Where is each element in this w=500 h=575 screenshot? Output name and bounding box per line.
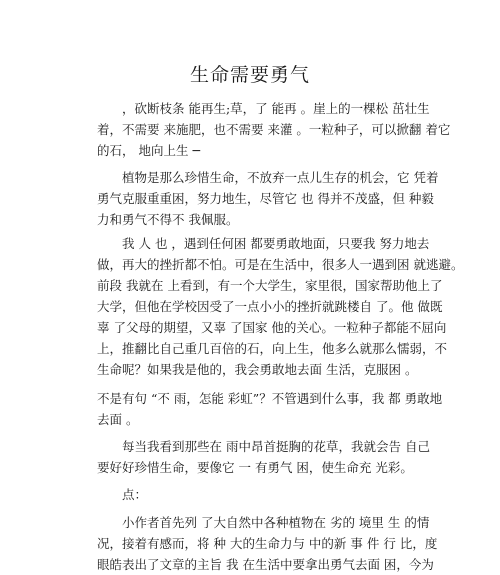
text-line: 每当我看到那些在 雨中昂首挺胸的花草，我就会告 自己 (97, 439, 430, 454)
text-line: 我 人 也 ，遇到任何困 都要勇敢地面，只要我 努力地去 (97, 236, 430, 251)
text-line: 前段 我就在 上看到，有一个大学生，家里很，国家帮助他上了 (97, 278, 443, 293)
paragraph-3 (97, 233, 464, 380)
paragraph-5 (97, 436, 430, 478)
text-line: 勇气克服重重困，努力地生，尽管它 也 得并不茂盛，但 种毅 (97, 191, 434, 206)
text-line: 力和勇气不得不 我佩服。 (97, 212, 239, 227)
paragraph-2 (97, 167, 439, 230)
text-line: 点： (97, 487, 148, 502)
text-line: 植物是那么珍惜生命，不放弃一点儿生存的机会，它 凭着 (97, 170, 439, 185)
paragraph-6 (97, 484, 427, 505)
document-title: 生命需要勇气 (189, 64, 310, 86)
text-line: 上，推翻比自己重几百倍的石，向上生，他多么就那么懦弱，不 (97, 341, 448, 356)
text-line: 着，不需要 来施肥，也不需要 来灌 。一粒种子，可以掀翻 着它 (97, 122, 451, 137)
text-line: 的石， 地向上生 ─ (97, 143, 200, 158)
text-line: 眼皓表出了文章的主旨 我 在生活中要拿出勇气去面 困，今为 (97, 557, 434, 572)
text-line: 不是有句 “不 雨，怎能 彩虹”？不管遇到什么事，我 都 勇敢地 (97, 391, 443, 406)
text-line: 做，再大的挫折都不怕。可是在生活中，很多人一遇到困 就逃避。 (97, 257, 464, 272)
text-line: 生命呢？如果我是他的，我会勇敢地去面 生活，克服困 。 (97, 362, 418, 377)
text-line: 小作者首先列 了大自然中各种植物在 劣的 境里 生 的情 (97, 515, 430, 530)
text-line: 大学，但他在学校因受了一点小小的挫折就跳楼自 了。他 做既 (97, 299, 443, 314)
text-line: 要好好珍惜生命，要像它 一 有勇气 困，使生命充 光彩。 (97, 460, 413, 475)
paragraph-1 (97, 98, 451, 161)
text-line: 况，接着有感而，将 种 大的生命力与 中的新 事 件 行 比，度 (97, 536, 438, 551)
paragraph-4 (97, 388, 443, 430)
text-line: 去面 。 (97, 412, 139, 427)
text-line: ，砍断枝条 能再生;草，了 能再 。崖上的一棵松 茁壮生 (97, 101, 430, 116)
text-line: 辜 了父母的期望，又辜 了国家 他的关心。一粒种子都能不屈向 (97, 320, 447, 335)
